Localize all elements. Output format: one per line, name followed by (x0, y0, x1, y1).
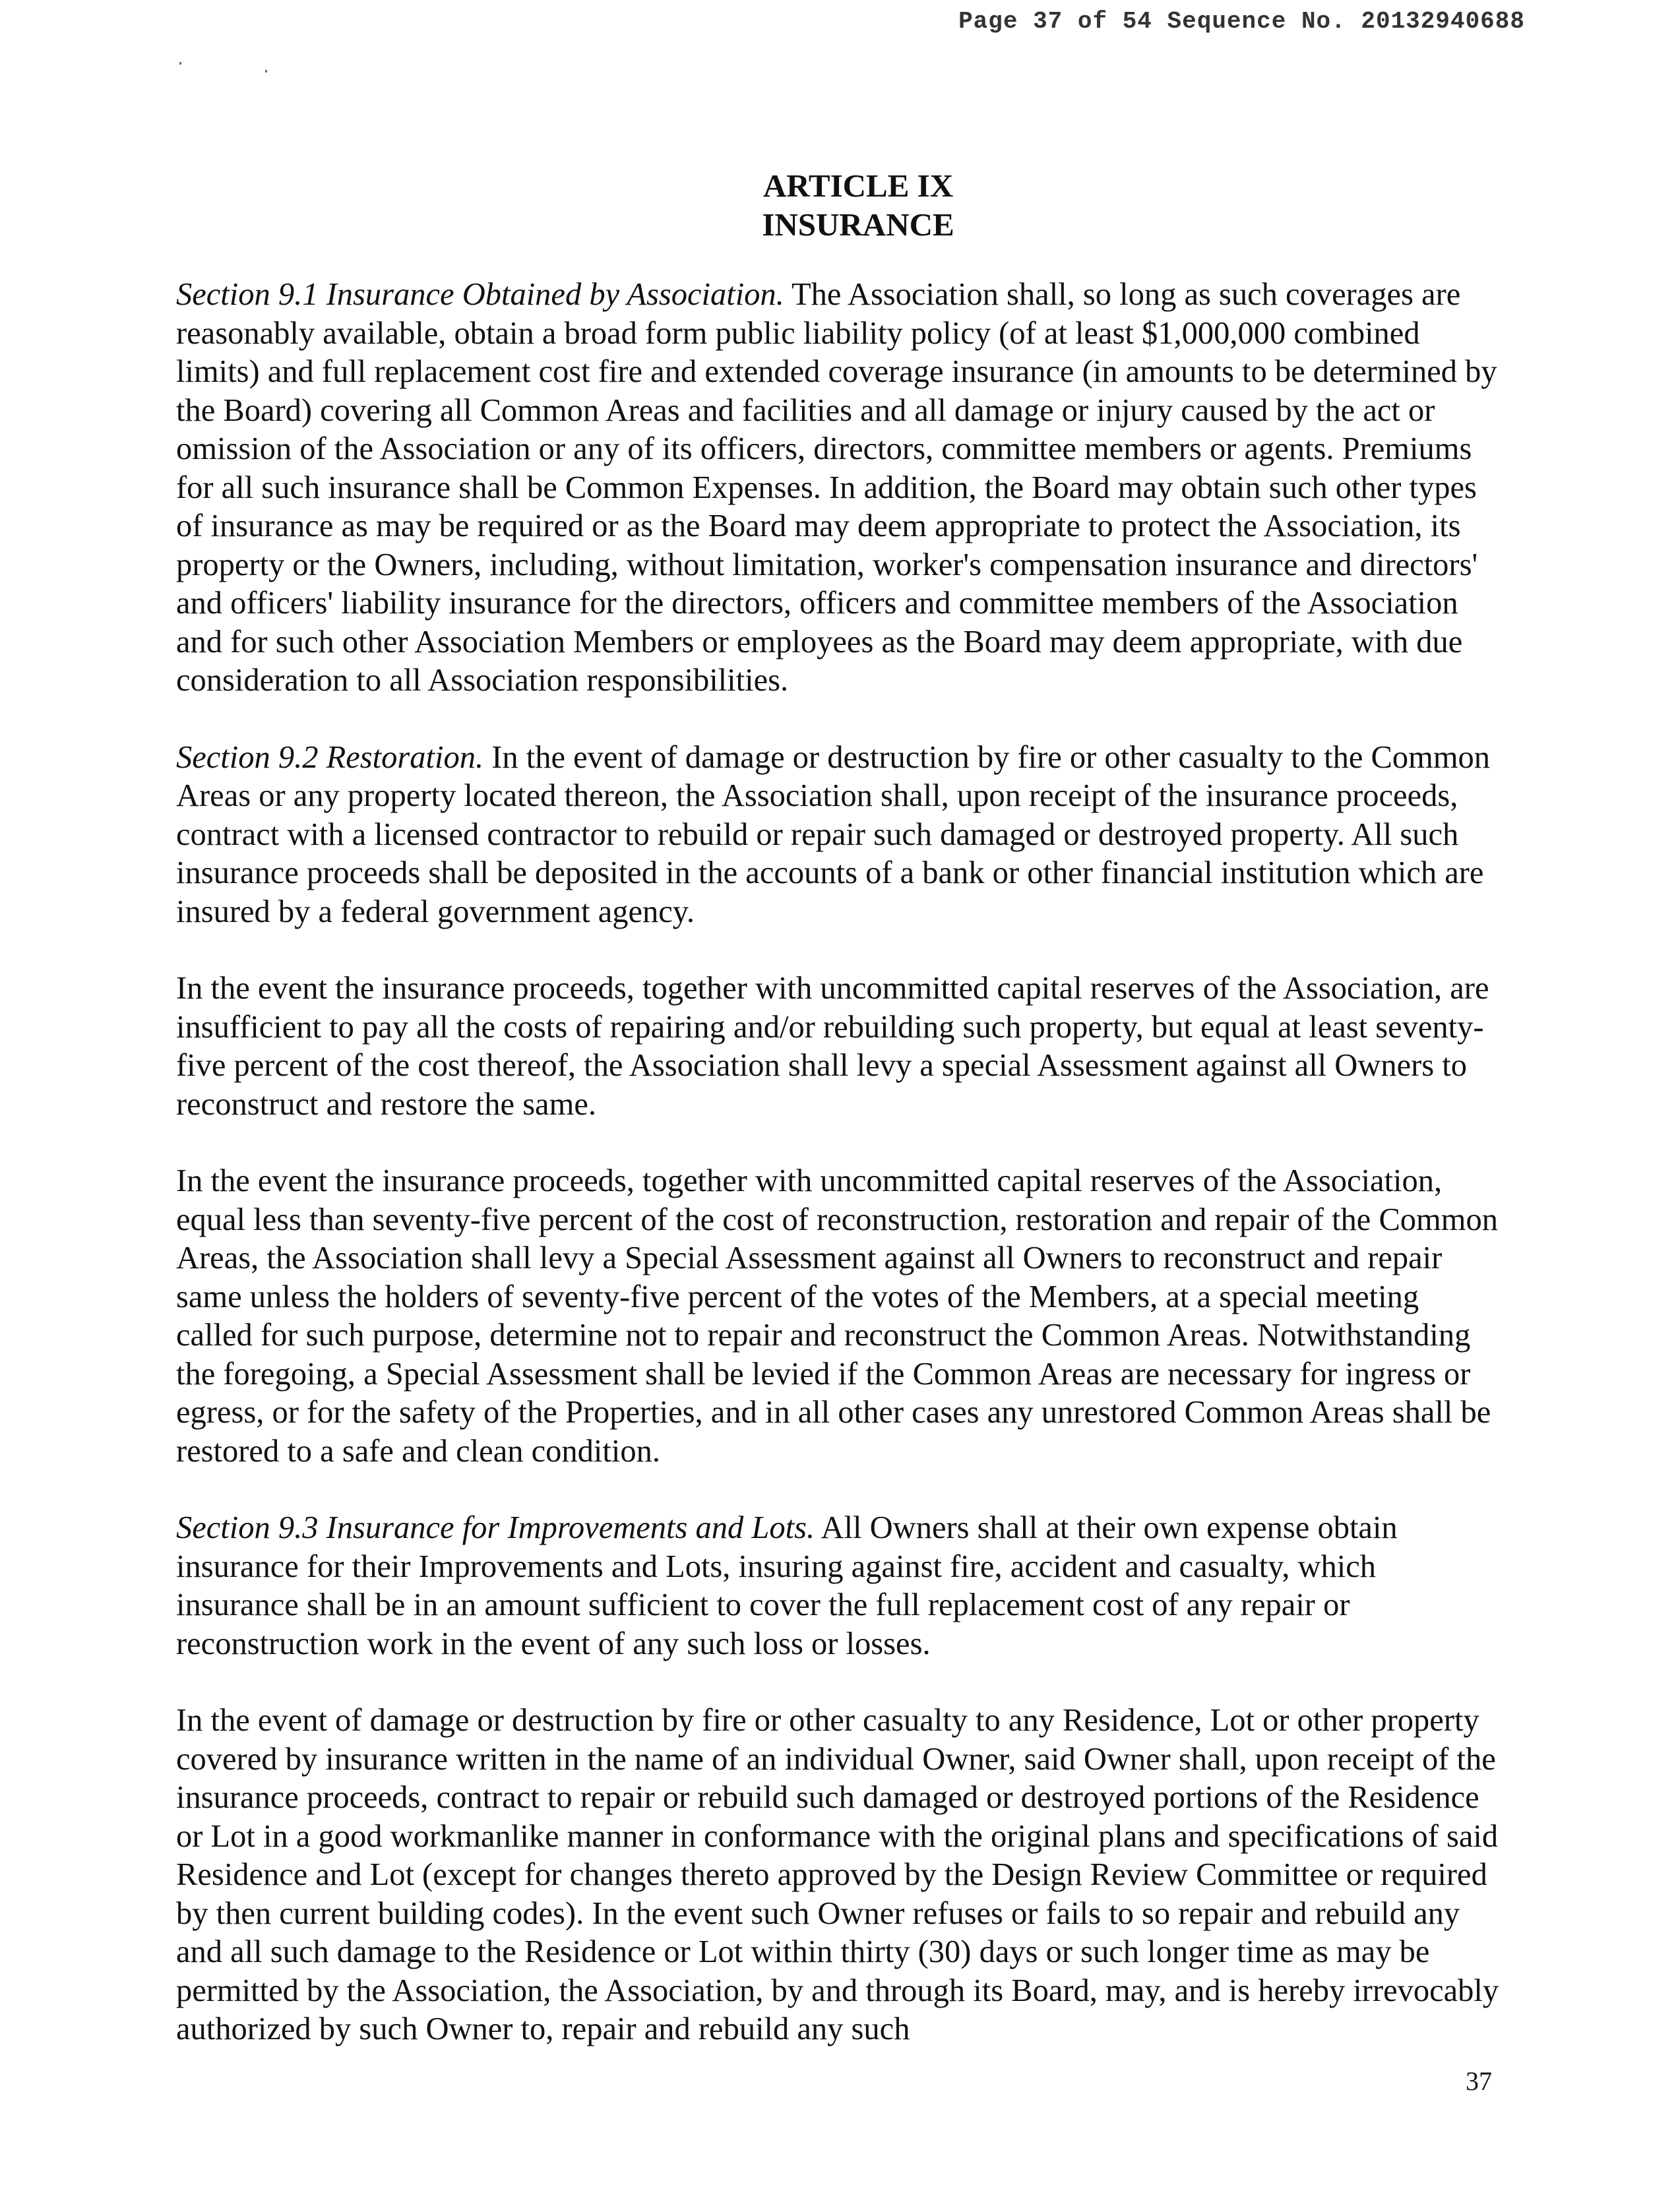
scan-speck (179, 62, 181, 65)
article-heading (176, 166, 1502, 244)
section-9-2-text: In the event of damage or destruction by fire or other casualty to the Common Areas or any property located thereon, the Association shall, upon receipt of the insurance proceeds, contract with a licensed contractor to rebuild or repair such damaged or destroyed property. All such insurance proceeds shall be deposited in the accounts of a bank or other financial institution which are insured by a federal government agency. (176, 739, 1491, 929)
section-9-1-title: Section 9.1 Insurance Obtained by Association. (176, 277, 784, 312)
paragraph-owner-damage: In the event of damage or destruction by fire or other casualty to any Residence, Lot or other property covered by insurance written in the name of an individual Owner, said Owner shall, upon receipt of the insurance proceeds, contract to repair or rebuild such damaged or destroyed portions of the Residence or Lot in a good workmanlike manner in conformance with the original plans and specifications of said Residence and Lot (except for changes thereto approved by the Design Review Committee or required by then current building codes). In the event such Owner refuses or fails to so repair and rebuild any and all such damage to the Residence or Lot within thirty (30) days or such longer time as may be permitted by the Association, the Association, by and through its Board, may, and is hereby irrevocably authorized by such Owner to, repair and rebuild any such (176, 1703, 1499, 2046)
section-9-1 (176, 276, 1502, 700)
paragraph-insufficient-proceeds: In the event the insurance proceeds, together with uncommitted capital reserves of the Association, are insufficient to pay all the costs of repairing and/or rebuilding such property, but equal at least seventy-five percent of the cost thereof, the Association shall levy a special Assessment against all Owners to reconstruct and restore the same. (176, 971, 1489, 1122)
section-9-3-title: Section 9.3 Insurance for Improvements and Lots. (176, 1510, 815, 1545)
document-body (176, 166, 1502, 2087)
section-9-2-title: Section 9.2 Restoration. (176, 739, 484, 775)
article-number: ARTICLE IX (762, 168, 954, 204)
page-number: 37 (1466, 2066, 1492, 2096)
section-9-2 (176, 739, 1502, 932)
page-sequence-header: Page 37 of 54 Sequence No. 20132940688 (958, 8, 1525, 35)
article-title: INSURANCE (762, 206, 954, 243)
section-9-3-text: All Owners shall at their own expense obtain insurance for their Improvements and Lots, insuring against fire, accident and casualty, which insurance shall be in an amount sufficient to cover the full replacement cost of any repair or reconstruction work in the event of any such loss or losses. (176, 1510, 1398, 1661)
scan-speck (265, 70, 267, 73)
section-9-1-text: The Association shall, so long as such coverages are reasonably available, obtain a broad form public liability policy (of at least $1,000,000 combined limits) and full replacement cost fire and extended coverage insurance (in amounts to be determined by the Board) covering all Common Areas and facilities and all damage or injury caused by the act or omission of the Association or any of its officers, directors, committee members or agents. Premiums for all such insurance shall be Common Expenses. In addition, the Board may obtain such other types of insurance as may be required or as the Board may deem appropriate to protect the Association, its property or the Owners, including, without limitation, worker's compensation insurance and directors' and officers' liability insurance for the directors, officers and committee members of the Association and for such other Association Members or employees as the Board may deem appropriate, with due consideration to all Association responsibilities. (176, 277, 1497, 698)
section-9-3 (176, 1509, 1502, 1663)
paragraph-less-than-75-percent: In the event the insurance proceeds, together with uncommitted capital reserves of the Association, equal less than seventy-five percent of the cost of reconstruction, restoration and repair of the Common Areas, the Association shall levy a Special Assessment against all Owners to reconstruct and repair same unless the holders of seventy-five percent of the votes of the Members, at a special meeting called for such purpose, determine not to repair and reconstruct the Common Areas. Notwithstanding the foregoing, a Special Assessment shall be levied if the Common Areas are necessary for ingress or egress, or for the safety of the Properties, and in all other cases any unrestored Common Areas shall be restored to a safe and clean condition. (176, 1163, 1499, 1469)
